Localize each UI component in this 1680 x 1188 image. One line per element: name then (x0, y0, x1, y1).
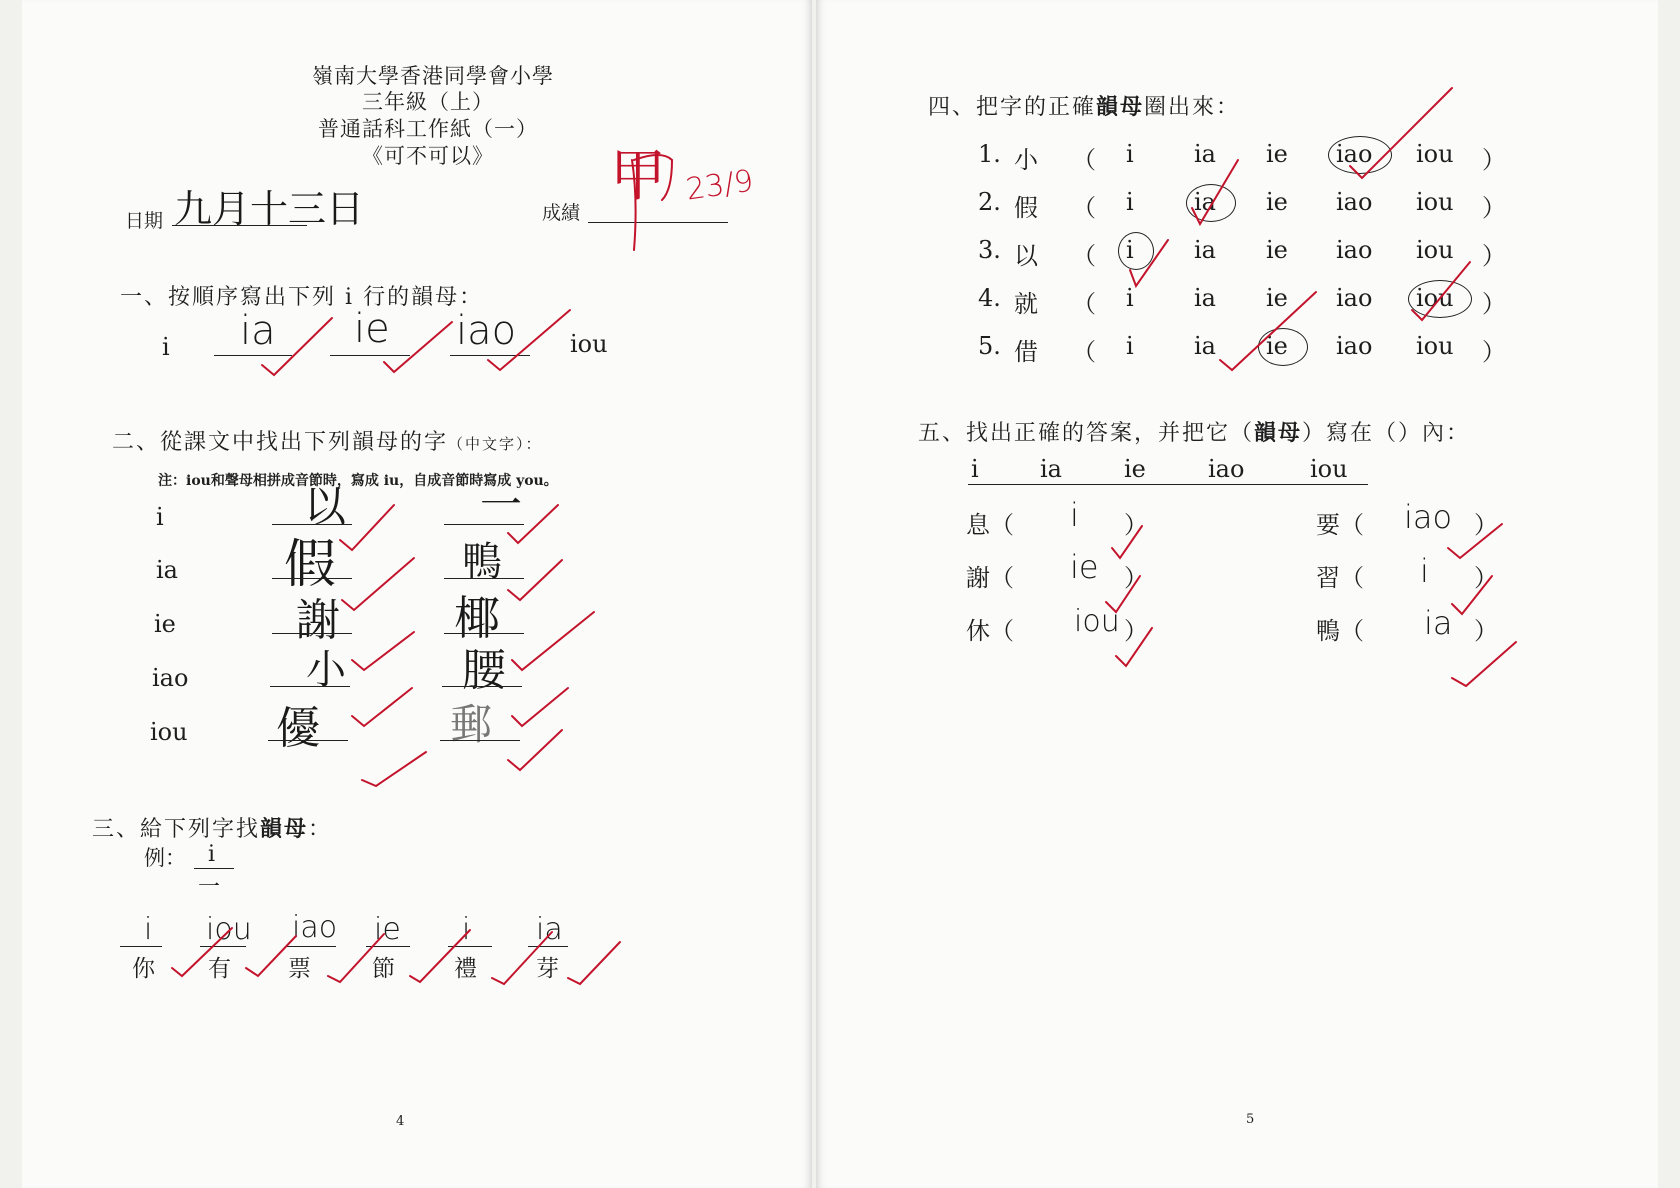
s5-answer-1: i (1070, 496, 1079, 534)
check-mark (508, 560, 562, 600)
s2-line-i-b (444, 524, 524, 525)
s3-answer-2: iou (206, 912, 252, 947)
s4-open-paren: （ (1072, 242, 1096, 270)
s4-row-number: 2. (978, 188, 1001, 216)
s5-bank-4: iao (1208, 455, 1245, 483)
s5-char: 息 (966, 511, 990, 539)
s2-line-iou-a (268, 740, 348, 741)
subject-title: 普通話科工作紙（一） (318, 117, 538, 141)
s4-option: iou (1416, 140, 1454, 168)
s2-answer-ie-a: 謝 (296, 595, 340, 646)
s4-option: iou (1416, 188, 1454, 216)
s2-answer-iou-a: 優 (276, 703, 320, 754)
s2-final-iao: iao (152, 664, 189, 692)
section5-heading-text: 五、找出正確的答案，并把它（ (918, 421, 1255, 446)
teacher-checkmarks-right (816, 0, 1658, 1188)
s4-close-paren: ） (1482, 194, 1506, 222)
s3-answer-5: i (462, 912, 471, 947)
s4-option: iou (1416, 332, 1454, 360)
date-line (172, 225, 307, 226)
s5-char: 謝 (966, 564, 990, 592)
s5-item-6: 鴨（ ） (1316, 617, 1498, 645)
s3-answer-6: ia (536, 912, 563, 947)
s3-line-4 (366, 946, 410, 947)
section5-heading-bold: 韻母 (1254, 420, 1303, 446)
s5-item-2: 要（ ） (1316, 511, 1498, 539)
section1-heading-text: 一、按順序寫出下列 (120, 285, 337, 310)
s2-answer-i-a: 以 (304, 482, 347, 531)
s5-answer-2: iao (1404, 498, 1453, 536)
s4-option: ie (1266, 236, 1288, 264)
page-number-left: 4 (396, 1114, 405, 1129)
s4-option: ie (1266, 140, 1288, 168)
s2-line-iao-a (270, 686, 350, 687)
s4-close-paren: ） (1482, 338, 1506, 366)
s3-line-5 (448, 946, 492, 947)
s2-answer-ia-a: 假 (284, 535, 337, 595)
check-mark (568, 942, 620, 984)
s2-line-iou-b (440, 740, 520, 741)
s4-row-char: 假 (1014, 194, 1038, 222)
s2-final-ie: ie (154, 610, 176, 638)
section2-note: 注：iou和聲母相拼成音節時，寫成 iu，自成音節時寫成 you。 (158, 473, 558, 489)
s2-final-ia: ia (156, 556, 178, 584)
section3-example-line (194, 868, 234, 869)
s2-answer-iao-a: 小 (306, 647, 346, 693)
s2-line-ia-b (444, 578, 524, 579)
s4-close-paren: ） (1482, 146, 1506, 174)
s4-row-char: 就 (1014, 290, 1038, 318)
section3-example-label: 例： (144, 846, 186, 870)
s4-option: i (1126, 236, 1134, 264)
s3-char-1: 你 (132, 956, 155, 982)
section1-heading-i: i (345, 285, 355, 310)
s5-item-4: 習（ ） (1316, 564, 1498, 592)
section2-heading-small: （中文字）： (448, 435, 543, 453)
right-worksheet-page (816, 0, 1658, 1188)
section1-heading-tail: 行的韻母： (363, 285, 484, 310)
date-label: 日期 (125, 210, 164, 232)
check-mark (508, 730, 562, 770)
section3-example-char: 一 (198, 875, 221, 900)
section4-heading (928, 90, 1240, 121)
s5-item-1: 息（ ） (966, 511, 1148, 539)
s4-answer-circle (1258, 328, 1308, 366)
s2-final-iou: iou (150, 718, 188, 746)
s4-option: i (1126, 188, 1134, 216)
section1-last: iou (570, 330, 608, 358)
section1-answer-2: ie (354, 306, 390, 352)
s2-answer-iou-b: 郵 (450, 700, 493, 749)
check-mark (342, 558, 414, 610)
s4-option: i (1126, 284, 1134, 312)
section4-heading-bold: 韻母 (1096, 94, 1145, 120)
s4-option: ia (1194, 236, 1216, 264)
score-label: 成績 (542, 202, 581, 224)
s4-answer-circle (1186, 184, 1236, 222)
s5-item-3: 謝（ ） (966, 564, 1148, 592)
s5-bank-1: i (971, 455, 979, 483)
s4-option: ie (1266, 284, 1288, 312)
s5-char: 休 (966, 617, 990, 645)
s5-char: 習 (1316, 564, 1340, 592)
section2-heading (112, 425, 543, 456)
check-mark (352, 632, 414, 670)
section1-first: i (162, 333, 170, 361)
s2-line-ie-a (272, 633, 352, 634)
s4-option: ie (1266, 332, 1288, 360)
left-worksheet-page (22, 0, 812, 1188)
check-mark (352, 688, 412, 726)
s4-row-char: 以 (1014, 242, 1038, 270)
check-mark (1452, 642, 1516, 686)
s4-close-paren: ） (1482, 242, 1506, 270)
s4-row-number: 1. (978, 140, 1001, 168)
s3-line-3 (286, 946, 336, 947)
s3-answer-1: i (144, 912, 153, 947)
section3-heading-text: 三、給下列字找 (92, 817, 261, 842)
section3-heading (92, 812, 332, 843)
s4-option: ia (1194, 188, 1216, 216)
s4-option: iao (1336, 332, 1373, 360)
s3-char-4: 節 (372, 956, 395, 982)
check-mark (384, 322, 452, 372)
s2-final-i: i (156, 503, 164, 531)
check-mark (340, 505, 394, 550)
s5-bank-3: ie (1124, 455, 1146, 483)
s5-bank-2: ia (1040, 455, 1062, 483)
s5-bank-5: iou (1310, 455, 1348, 483)
s3-answer-3: iao (292, 910, 338, 945)
section4-heading-text: 四、把字的正確 (928, 95, 1097, 120)
s2-answer-ie-b: 椰 (454, 591, 500, 645)
s5-char: 要 (1316, 511, 1340, 539)
s2-line-ia-a (272, 578, 352, 579)
s4-answer-circle (1408, 280, 1472, 318)
s5-answer-4: i (1420, 552, 1429, 590)
s3-char-2: 有 (208, 956, 231, 982)
section1-line-1 (214, 355, 292, 356)
s5-answer-6: ia (1424, 604, 1453, 642)
s4-row-char: 借 (1014, 338, 1038, 366)
s4-row-number: 5. (978, 332, 1001, 360)
section1-heading (120, 280, 483, 311)
s3-line-1 (120, 946, 162, 947)
s2-answer-iao-b: 腰 (462, 645, 506, 696)
s4-option: ia (1194, 332, 1216, 360)
s4-option: ia (1194, 140, 1216, 168)
s5-char: 鴨 (1316, 617, 1340, 645)
section3-example-pinyin: i (208, 842, 216, 867)
s4-row-number: 4. (978, 284, 1001, 312)
s4-open-paren: （ (1072, 290, 1096, 318)
section5-heading (918, 416, 1470, 447)
s2-answer-ia-b: 鴨 (462, 539, 502, 585)
s4-open-paren: （ (1072, 194, 1096, 222)
page-number-right: 5 (1246, 1112, 1255, 1127)
s5-answer-3: ie (1070, 548, 1099, 586)
s4-answer-circle (1328, 136, 1392, 174)
s3-answer-4: ie (374, 912, 401, 947)
s4-option: iao (1336, 236, 1373, 264)
s3-char-5: 禮 (454, 956, 477, 982)
s4-open-paren: （ (1072, 146, 1096, 174)
s4-answer-circle (1118, 232, 1154, 270)
score-line (588, 222, 728, 223)
s4-option: iou (1416, 284, 1454, 312)
check-mark (512, 612, 594, 670)
school-name: 嶺南大學香港同學會小學 (312, 64, 554, 88)
s4-option: i (1126, 140, 1134, 168)
section1-answer-3: iao (456, 308, 517, 354)
lesson-title: 《可不可以》 (362, 144, 494, 168)
section1-answer-1: ia (240, 308, 276, 354)
section1-line-2 (330, 355, 410, 356)
s3-char-6: 芽 (536, 956, 559, 982)
s3-line-2 (200, 946, 246, 947)
s3-line-6 (528, 946, 568, 947)
s5-answer-5: iou (1074, 604, 1120, 639)
date-value: 九月十三日 (174, 187, 365, 231)
section2-heading-text: 二、從課文中找出下列韻母的字 (112, 430, 449, 455)
s4-option: iao (1336, 284, 1373, 312)
s4-option: i (1126, 332, 1134, 360)
s4-open-paren: （ (1072, 338, 1096, 366)
s4-close-paren: ） (1482, 290, 1506, 318)
s4-option: ia (1194, 284, 1216, 312)
section3-heading-tail: ： (308, 817, 333, 842)
s2-line-iao-b (442, 686, 522, 687)
section4-heading-tail: 圈出來： (1144, 95, 1241, 120)
s3-char-3: 票 (288, 956, 311, 982)
check-mark (512, 688, 568, 726)
check-mark (362, 752, 426, 786)
s5-bank-underline (968, 484, 1368, 485)
section3-heading-bold: 韻母 (260, 816, 309, 842)
s4-row-number: 3. (978, 236, 1001, 264)
s5-item-5: 休（ ） (966, 617, 1148, 645)
grade-mark: 甲 (610, 144, 666, 209)
s4-option: iao (1336, 140, 1373, 168)
section1-line-3 (450, 355, 530, 356)
section5-heading-tail: ）寫在（）內： (1302, 421, 1471, 446)
s4-option: iao (1336, 188, 1373, 216)
s2-answer-i-b: 一 (480, 480, 523, 529)
grade-date: 23/9 (683, 163, 756, 208)
s4-row-char: 小 (1014, 146, 1038, 174)
s4-option: ie (1266, 188, 1288, 216)
grade-title: 三年級（上） (362, 90, 494, 114)
s4-option: iou (1416, 236, 1454, 264)
